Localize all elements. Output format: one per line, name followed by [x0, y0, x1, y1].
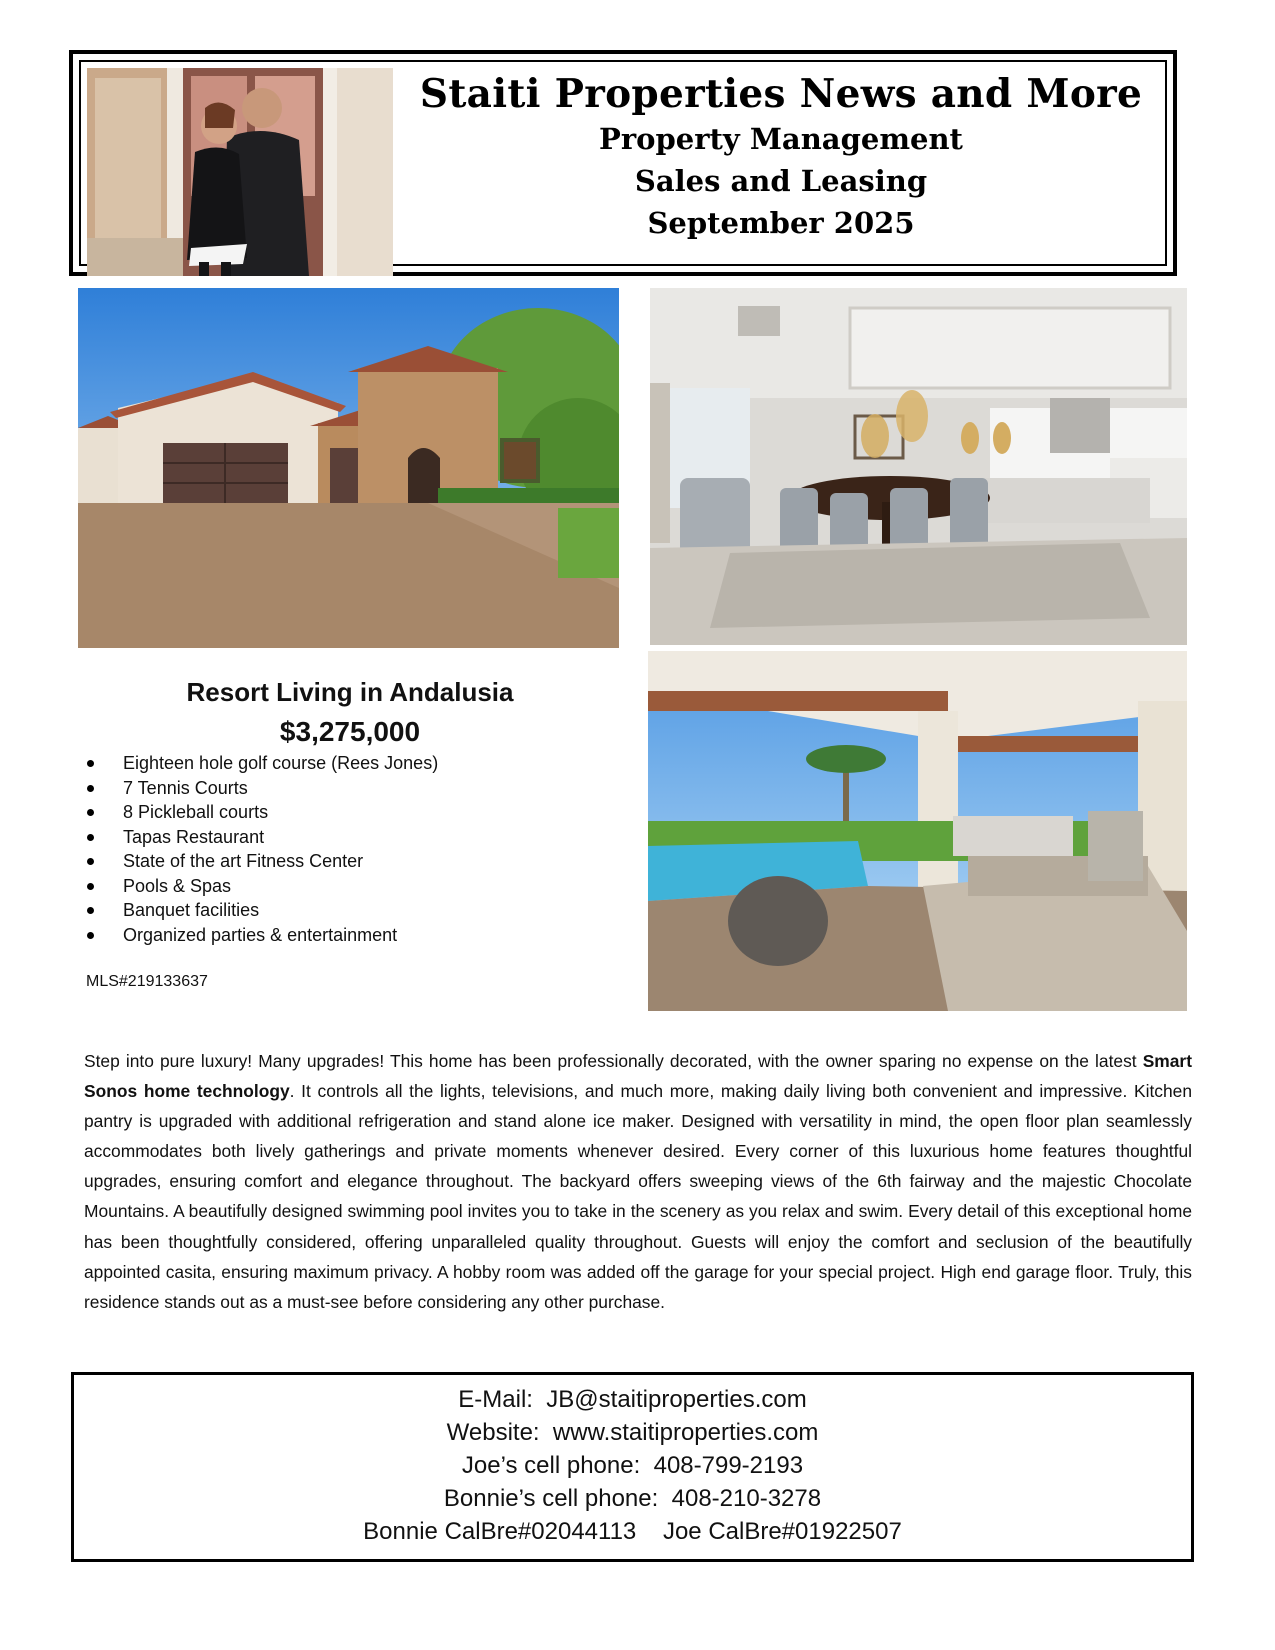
list-item — [86, 825, 438, 850]
amenity-text: Pools & Spas — [123, 875, 232, 896]
list-item — [86, 898, 438, 923]
amenity-text: State of the art Fitness Center — [123, 851, 364, 871]
list-item — [86, 751, 438, 776]
amenity-text: Eighteen hole golf course (Rees Jones) — [123, 753, 439, 773]
dining-kitchen-photo — [650, 288, 1187, 645]
contact-joe-phone: Joe’s cell phone: 408-799-2193 — [461, 1452, 804, 1479]
list-item — [86, 800, 438, 825]
list-item — [86, 849, 438, 874]
bullet-icon — [87, 809, 94, 816]
property-description — [84, 1046, 1192, 1317]
amenity-text: Organized parties & entertainment — [123, 924, 398, 945]
header-line-date: September 2025 — [647, 206, 915, 240]
amenities-list — [86, 751, 438, 947]
amenity-text: Tapas Restaurant — [123, 826, 265, 847]
bullet-icon — [87, 760, 94, 767]
newsletter-header — [69, 50, 1177, 276]
list-item — [86, 923, 438, 948]
patio-pool-photo — [648, 651, 1187, 1011]
bullet-icon — [87, 785, 94, 792]
amenity-text: Banquet facilities — [123, 900, 260, 920]
description-highlight: Smart Sonos home technology — [84, 1051, 1192, 1102]
header-line-sales-leasing: Sales and Leasing — [634, 164, 928, 198]
amenity-text: 7 Tennis Courts — [123, 777, 248, 798]
description-text-2: . It controls all the lights, televisions, and much more, making daily living both convenient and impressive. Kitchen pantry is upgraded with additional refrigeration and stand alone ice maker. Designed with versatility in mind, the open floor plan seamlessly accommodates both lively gatherings and private moments whenever desired. Every corner of this luxurious home features thoughtful upgrades, ensuring comfort and elegance throughout. The backyard offers sweeping views of the 6th fairway and the majestic Chocolate Mountains. A beautifully designed swimming pool invites you to take in the scenery as you relax and swim. Every detail of this exceptional home has been thoughtfully considered, offering unparalleled quality throughout. Guests will enjoy the comfort and seclusion of the beautifully appointed casita, ensuring maximum privacy. A hobby room was added off the garage for your special project. High end garage floor. Truly, this residence stands out as a must-see before considering any other purchase. — [84, 1081, 1193, 1312]
list-item — [86, 776, 438, 801]
newsletter-title: Staiti Properties News and More — [419, 71, 1143, 117]
bullet-icon — [87, 883, 94, 890]
bullet-icon — [87, 858, 94, 865]
bullet-icon — [87, 932, 94, 939]
mls-number: MLS#219133637 — [86, 973, 208, 990]
contact-website: Website: www.staitiproperties.com — [446, 1419, 819, 1446]
list-item — [86, 874, 438, 899]
contact-calbre: Bonnie CalBre#02044113 Joe CalBre#01922507 — [363, 1518, 902, 1545]
header-inner-frame — [79, 60, 1167, 266]
contact-bonnie-phone: Bonnie’s cell phone: 408-210-3278 — [443, 1485, 822, 1512]
listing-title: Resort Living in Andalusia — [186, 677, 514, 707]
header-text-block — [403, 70, 1159, 244]
amenity-text: 8 Pickleball courts — [123, 802, 269, 822]
home-exterior-photo — [78, 288, 619, 648]
couple-photo — [87, 68, 393, 276]
header-line-property-management: Property Management — [599, 122, 963, 156]
contact-box — [71, 1372, 1194, 1562]
contact-email: E-Mail: JB@staitiproperties.com — [458, 1386, 807, 1413]
bullet-icon — [87, 834, 94, 841]
listing-price: $3,275,000 — [279, 716, 421, 747]
bullet-icon — [87, 907, 94, 914]
description-text-1: Step into pure luxury! Many upgrades! This home has been professionally decorated, with the owner sparing no expense on the latest — [84, 1051, 1143, 1071]
